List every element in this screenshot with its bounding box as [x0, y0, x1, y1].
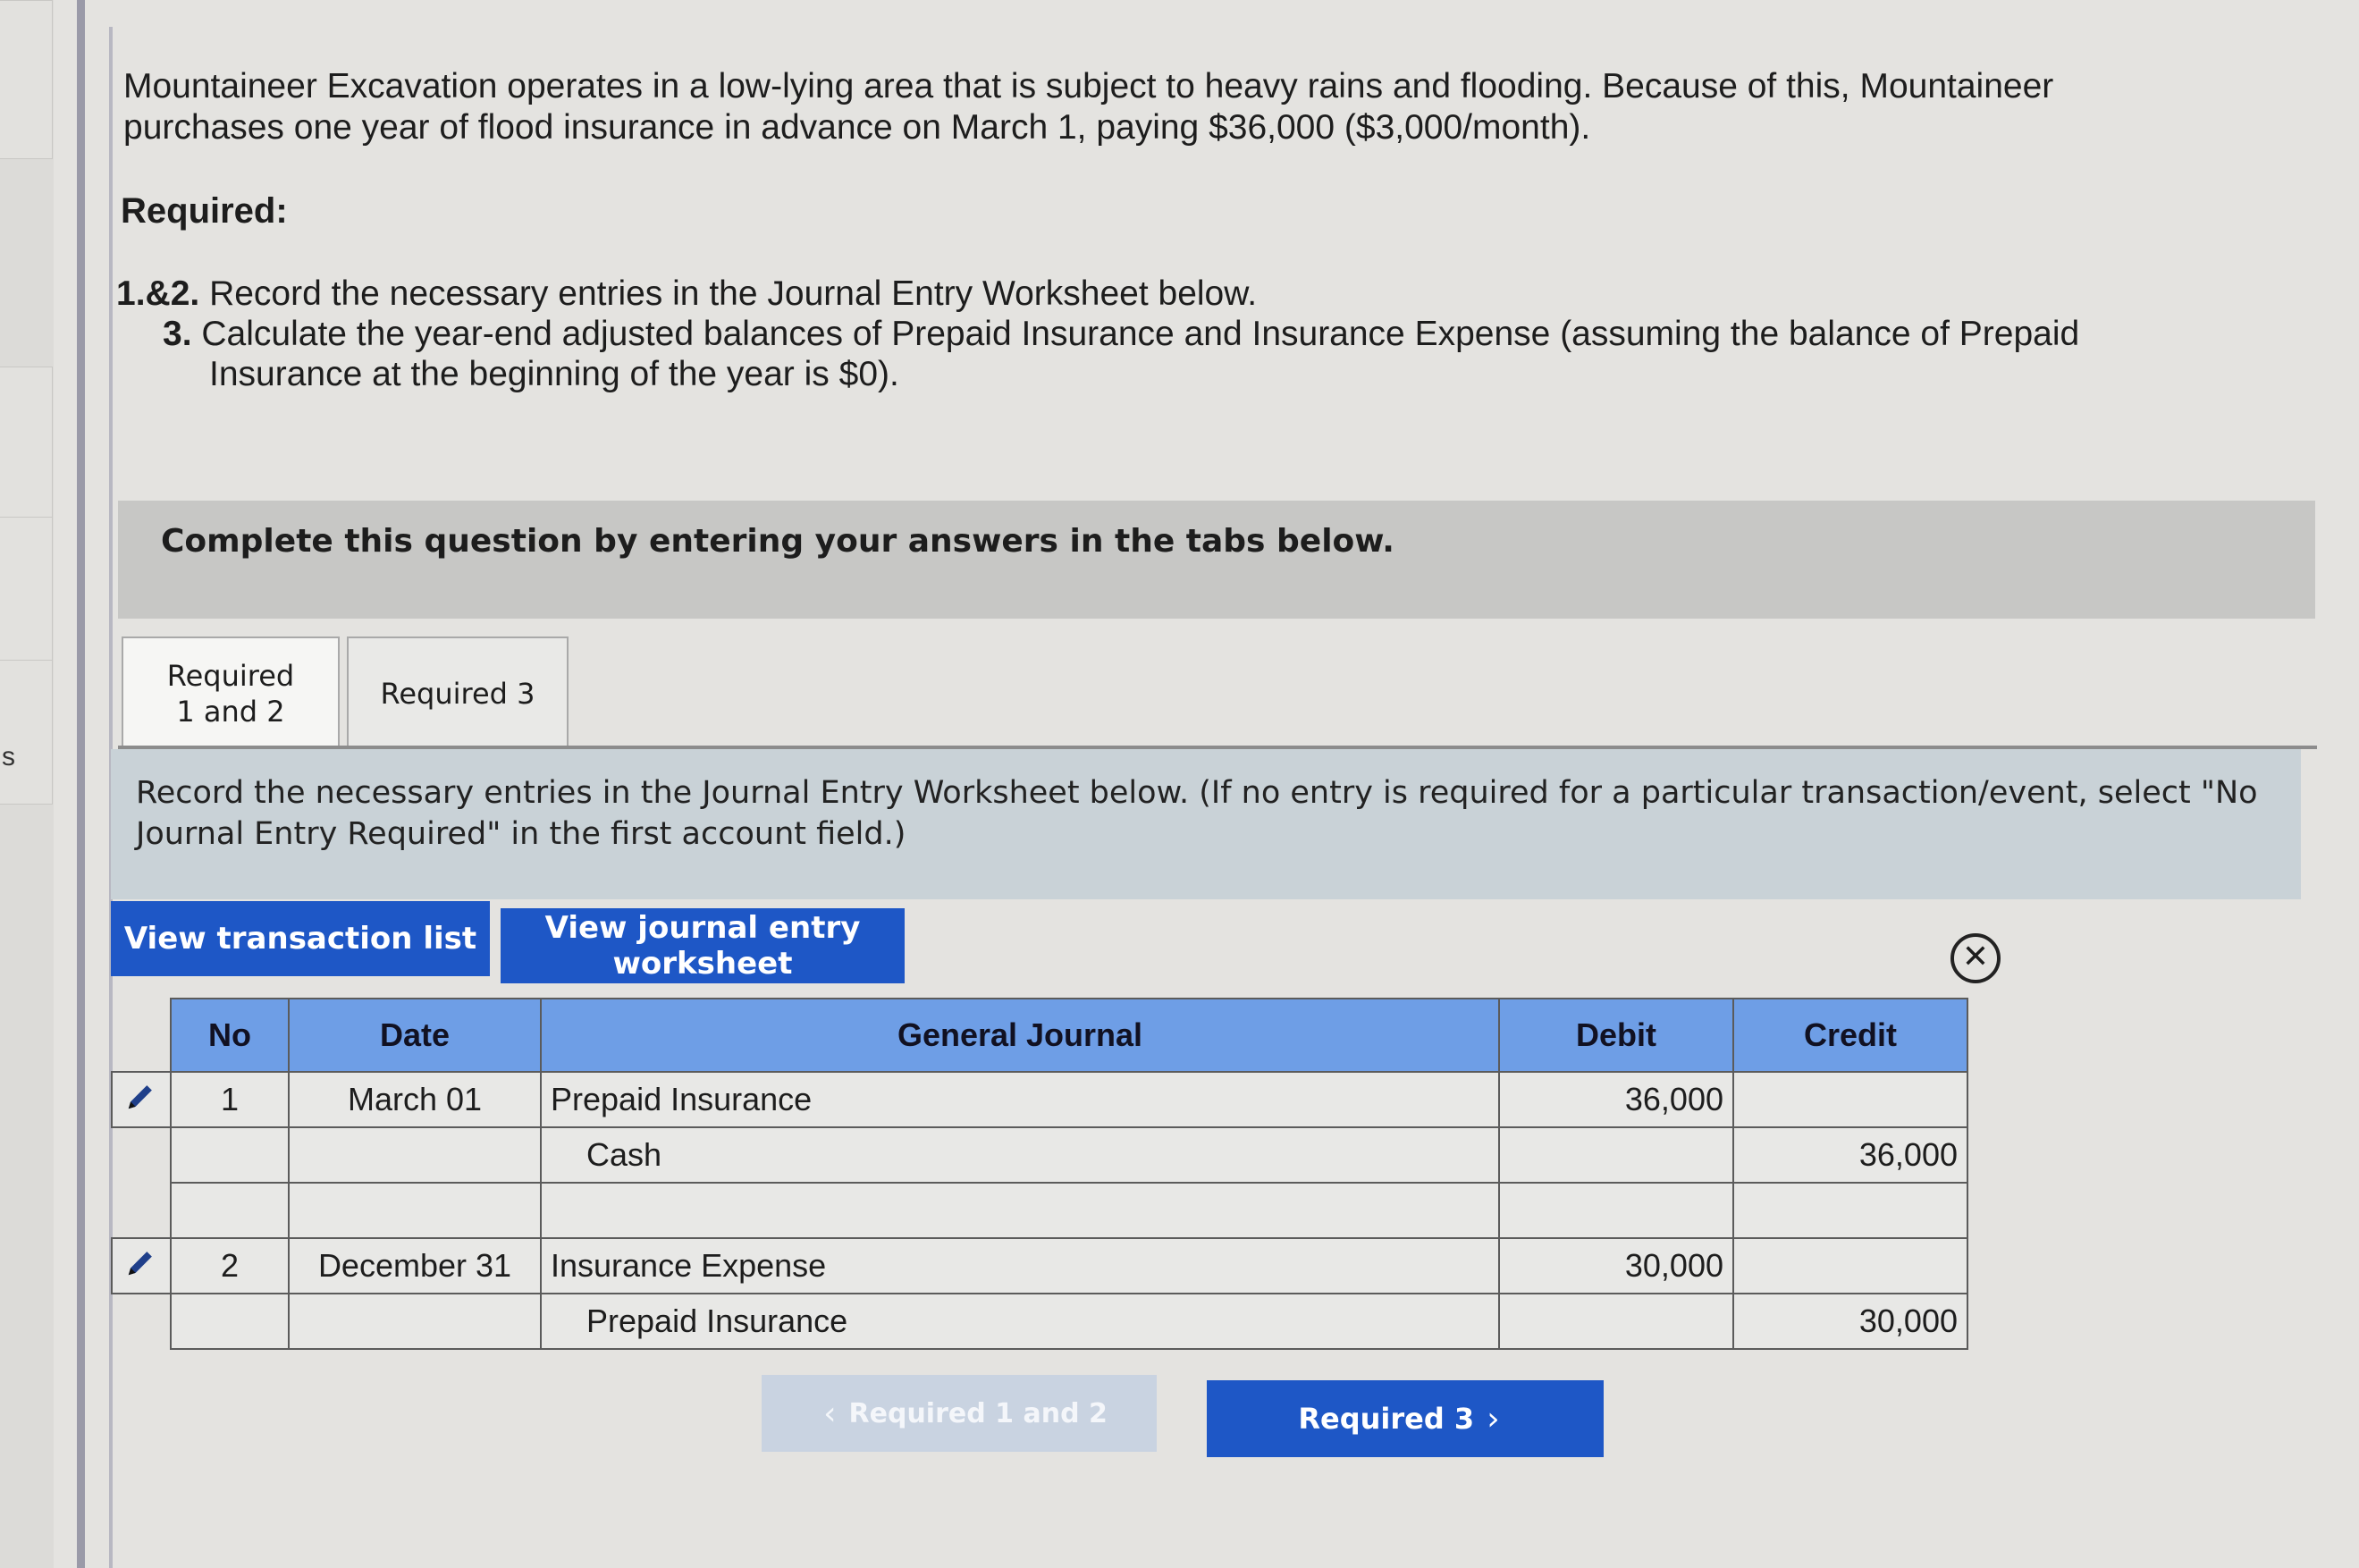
gutter-panel — [0, 367, 53, 518]
previous-tab-label: Required 1 and 2 — [848, 1397, 1108, 1429]
edit-entry-button[interactable] — [112, 1072, 171, 1127]
view-transaction-list-button[interactable]: View transaction list — [111, 901, 490, 976]
cell-debit — [1499, 1127, 1733, 1183]
column-header-date: Date — [289, 999, 541, 1072]
cell-date: December 31 — [289, 1238, 541, 1294]
requirement-text: Record the necessary entries in the Journal Entry Worksheet below. — [209, 274, 1258, 313]
edit-cell-empty — [112, 1127, 171, 1183]
pencil-icon — [124, 1079, 158, 1113]
tab-required-1-and-2[interactable] — [122, 636, 340, 749]
problem-intro: Mountaineer Excavation operates in a low-lying area that is subject to heavy rains and flooding. Because of this, Mountaineer purchases one year of flood insurance in advance on March 1, paying $36,000 ($3,000/month). — [123, 67, 2054, 147]
tab-label: Required 1 and 2 — [166, 659, 295, 729]
cell-date: March 01 — [289, 1072, 541, 1127]
cell-credit: 30,000 — [1733, 1294, 1967, 1349]
content-border — [77, 0, 85, 1568]
requirement-1-2 — [116, 274, 2208, 314]
left-gutter — [0, 0, 54, 1568]
cell-no: 1 — [171, 1072, 289, 1127]
cell-date — [289, 1294, 541, 1349]
gutter-panel — [0, 660, 53, 805]
cell-account — [541, 1183, 1499, 1238]
cell-account: Insurance Expense — [541, 1238, 1499, 1294]
cell-debit — [1499, 1294, 1733, 1349]
cell-credit: 36,000 — [1733, 1127, 1967, 1183]
required-heading: Required: — [121, 191, 288, 231]
requirement-text: Calculate the year-end adjusted balances of Prepaid Insurance and Insurance Expense (assuming the balance of Prepaid — [201, 315, 2080, 353]
cell-no — [171, 1183, 289, 1238]
column-header-credit: Credit — [1733, 999, 1967, 1072]
requirement-number: 1.&2. — [116, 274, 200, 313]
chevron-left-icon: ‹ — [823, 1395, 837, 1432]
column-header-no: No — [171, 999, 289, 1072]
next-tab-button[interactable] — [1207, 1380, 1604, 1457]
cell-debit — [1499, 1183, 1733, 1238]
banner-text: Complete this question by entering your answers in the tabs below. — [161, 523, 1394, 560]
pencil-icon — [124, 1245, 158, 1279]
journal-header-row — [112, 999, 1967, 1072]
column-header-debit: Debit — [1499, 999, 1733, 1072]
cell-account: Prepaid Insurance — [541, 1072, 1499, 1127]
requirement-3 — [116, 314, 2208, 394]
table-row — [112, 1238, 1967, 1294]
cell-no — [171, 1127, 289, 1183]
tab-required-3[interactable] — [347, 636, 569, 749]
close-icon[interactable]: ✕ — [1950, 933, 2001, 983]
cell-debit: 36,000 — [1499, 1072, 1733, 1127]
requirement-number: 3. — [163, 315, 192, 353]
instructions-text: Record the necessary entries in the Journal Entry Worksheet below. (If no entry is required for a particular transaction/event, select "No Journal Entry Required" in the first account field.) — [136, 775, 2258, 852]
cell-date — [289, 1127, 541, 1183]
tab-label: Required 3 — [380, 677, 535, 711]
question-page — [116, 0, 2359, 1568]
cell-credit — [1733, 1238, 1967, 1294]
next-tab-label: Required 3 — [1298, 1402, 1475, 1436]
sidebar-letter: s — [2, 742, 15, 771]
view-journal-entry-worksheet-button[interactable]: View journal entry worksheet — [501, 908, 905, 983]
table-row — [112, 1183, 1967, 1238]
cell-account: Cash — [541, 1127, 1499, 1183]
tabs-banner — [118, 501, 2315, 619]
cell-account: Prepaid Insurance — [541, 1294, 1499, 1349]
chevron-right-icon: › — [1487, 1400, 1500, 1437]
requirement-text-cont: Insurance at the beginning of the year is $0). — [209, 355, 899, 393]
cell-debit: 30,000 — [1499, 1238, 1733, 1294]
previous-tab-button[interactable] — [762, 1375, 1157, 1452]
edit-column-header — [112, 999, 171, 1072]
requirements-list — [116, 274, 2208, 394]
cell-date — [289, 1183, 541, 1238]
cell-credit — [1733, 1072, 1967, 1127]
table-row — [112, 1127, 1967, 1183]
table-row — [112, 1294, 1967, 1349]
column-header-general-journal: General Journal — [541, 999, 1499, 1072]
journal-table — [111, 998, 1968, 1350]
cell-credit — [1733, 1183, 1967, 1238]
cell-no: 2 — [171, 1238, 289, 1294]
table-row — [112, 1072, 1967, 1127]
edit-cell-empty — [112, 1183, 171, 1238]
edit-entry-button[interactable] — [112, 1238, 171, 1294]
edit-cell-empty — [112, 1294, 171, 1349]
gutter-panel — [0, 517, 53, 662]
cell-no — [171, 1294, 289, 1349]
gutter-panel — [0, 0, 53, 159]
